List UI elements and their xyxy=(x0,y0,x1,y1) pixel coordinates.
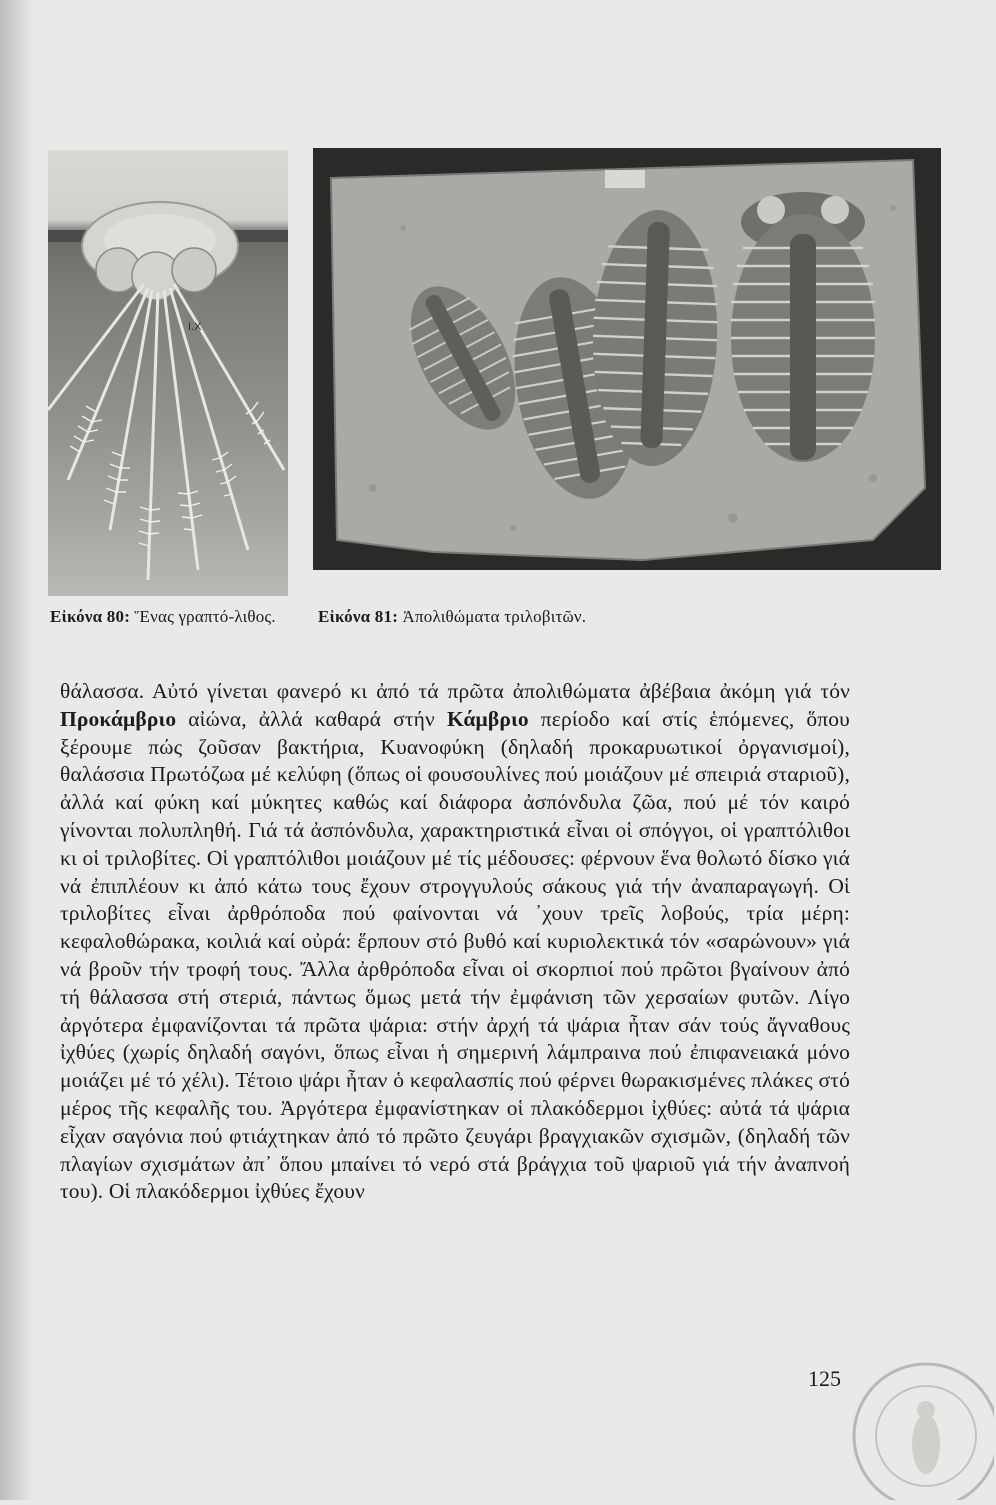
figure-80-caption xyxy=(50,606,290,628)
page-number: 125 xyxy=(808,1366,841,1391)
term-precambrian: Προκάμβριο xyxy=(60,706,177,731)
figure-81-trilobite-fossils-image xyxy=(313,148,941,570)
figure-80-caption-text: Ἕνας γραπτό-λιθος. xyxy=(134,607,276,626)
figure-80-mark: I.X xyxy=(188,321,202,333)
figure-80-graptolite-image xyxy=(48,150,288,596)
body-text-2: αἰώνα, ἀλλά καθαρά στήν xyxy=(176,706,447,731)
body-text-3: περίοδο καί στίς ἑπόμενες, ὅπου ξέρουμε πώς ζοῦσαν βακτήρια, Κυανοφύκη (δηλαδή προκαρυωτικοί ὀργανισμοί), θαλάσσια Πρωτόζωα μέ κελύφη (ὅπως οἱ φουσουλίνες πού μοιάζουν μέ σπειριά σταριοῦ), ἀλλά καί φύκη καί μύκητες καθώς καί διάφορα ἀσπόνδυλα ζῶα, πού μέ τόν καιρό γίνονται πολυπληθή. Γιά τά ἀσπόνδυλα, χαρακτηριστικά εἶναι οἱ σπόγγοι, οἱ γραπτόλιθοι κι οἱ τριλοβίτες. Οἱ γραπτόλιθοι μοιάζουν μέ τίς μέδουσες: φέρνουν ἕνα θολωτό δίσκο γιά νά ἐπιπλέουν κι ἀπό κάτω τους ἔχουν στρογγυλούς σάκους γιά τήν ἀναπαραγωγή. Οἱ τριλοβίτες εἶναι ἀρθρόποδα πού φαίνονται νά ᾿χουν τρεῖς λοβούς, τρία μέρη: κεφαλοθώρακα, κοιλιά καί οὐρά: ἕρπουν στό βυθό καί κυριολεκτικά τόν «σαρώνουν» γιά νά βροῦν τήν τροφή τους. Ἄλλα ἀρθρόποδα εἶναι οἱ σκορπιοί πού πρῶτοι βγαίνουν ἀπό τή θάλασσα στή στεριά, πάντως ὅμως μετά τήν ἐμφάνιση τῶν χερσαίων φυτῶν. Λίγο ἀργότερα ἐμφανίζονται τά πρῶτα ψάρια: στήν ἀρχή τά ψάρια ἦταν σάν τούς ἄγναθους ἰχθύες (χωρίς δηλαδή σαγόνι, ὅπως εἶναι ἡ σημερινή λάμπραινα πού ἐπιφανειακά μόνο μοιάζει μέ τό χέλι). Τέτοιο ψάρι ἦταν ὁ κεφαλασπίς πού φέρνει θωρακισμένες πλάκες στό μέρος τῆς κεφαλῆς του. Ἀργότερα ἐμφανίστηκαν οἱ πλακόδερμοι ἰχθύες: αὐτά τά ψάρια εἶχαν σαγόνια πού φτιάχτηκαν ἀπό τό πρῶτο ζευγάρι βραγχιακῶν σχισμῶν, (δηλαδή τῶν πλαγίων σχισμάτων ἀπ᾿ ὅπου μπαίνει τό νερό στά βράγχια τοῦ ψαριοῦ γιά τήν ἀναπνοή του). Οἱ πλακόδερμοι ἰχθύες ἔχουν xyxy=(60,706,850,1204)
library-stamp xyxy=(838,1348,994,1500)
term-cambrian: Κάμβριο xyxy=(446,706,529,731)
body-text-1: θάλασσα. Αὐτό γίνεται φανερό κι ἀπό τά πρῶτα ἀπολιθώματα ἀβέβαια ἀκόμη γιά τόν xyxy=(60,679,850,703)
page-gutter-shadow xyxy=(0,0,34,1500)
figure-81-caption-text: Ἀπολιθώματα τριλοβιτῶν. xyxy=(402,607,587,626)
figure-81-caption xyxy=(318,606,718,628)
figure-80-label: Εἰκόνα 80: xyxy=(50,607,131,626)
body-paragraph xyxy=(60,678,850,1206)
figure-81-label: Εἰκόνα 81: xyxy=(318,607,399,626)
